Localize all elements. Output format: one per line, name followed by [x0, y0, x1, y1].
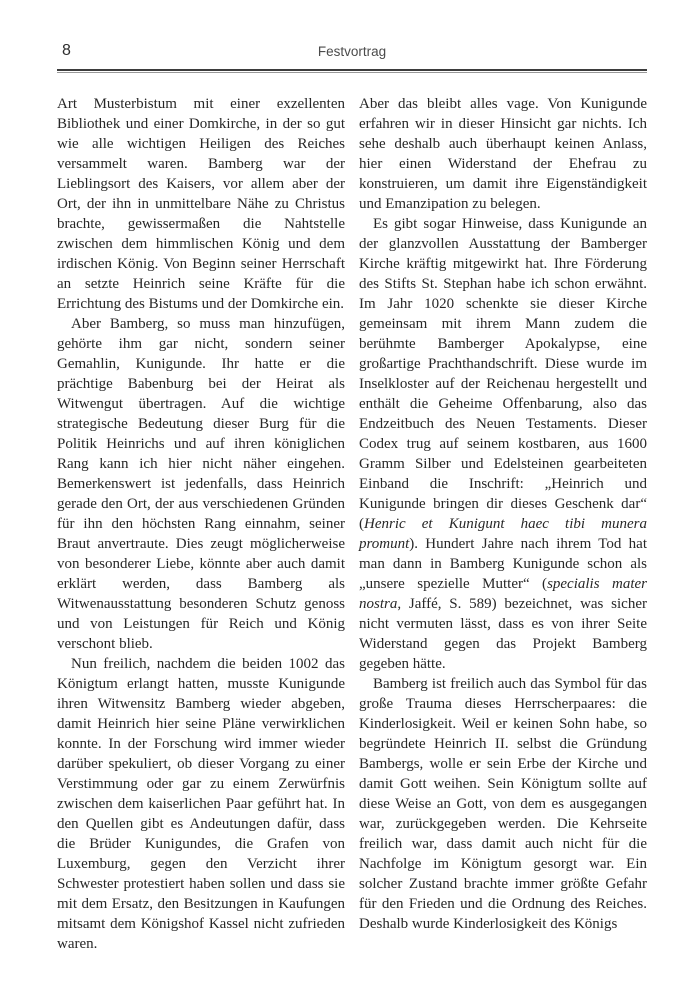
text-segment: Es gibt sogar Hinweise, dass Kunigunde an der glanzvollen Ausstattung der Bamberger Kirche kräftig mitgewirkt hat. Ihre Förderung des Stifts St. Stephan habe ich schon erwähnt. Im Jahr 1020 schenkte sie dieser Kirche gemeinsam mit ihrem Mann zudem die berühmte Bamberger Apokalypse, eine großartige Prachthandschrift. Diese wurde im Inselkloster auf der Reichenau hergestellt und enthält die Geheime Offenbarung, also das Endzeitbuch des Neuen Testaments. Dieser Codex trug auf seinem kostbaren, aus 1600 Gramm Silber und Edelsteinen gearbeiteten Einband die Inschrift: „Heinrich und Kunigunde bringen dir dieses Geschenk dar“ ( [359, 216, 647, 532]
text-segment: Bamberg ist freilich auch das Symbol für das große Trauma dieses Herrscherpaares: die Kinderlosigkeit. Weil er keinen Sohn habe, so begründete Heinrich II. selbst die Gründung Bambergs, wolle er sein Erbe der Kirche und damit Gott weihen. Sein Königtum sollte auf diese Weise an Gott, von dem es ausgegangen war, zurückgegeben werden. Die Kehrseite freilich war, dass damit auch nicht für die Nachfolge im Königtum gesorgt war. Ein solcher Zustand brachte immer größte Gefahr für den Frieden und die Ordnung des Reiches. Deshalb wurde Kinderlosigkeit des Königs [359, 676, 647, 932]
column-left [57, 94, 345, 954]
paragraph [359, 94, 647, 214]
page-content [57, 0, 647, 954]
latin-phrase: specialis mater nostra [359, 576, 647, 612]
text-segment: , Jaffé, S. 589) bezeichnet, was sicher nicht vermuten lässt, dass es von ihrer Seite Widerstand gegen das Projekt Bamberg gegeben hätte. [359, 596, 647, 672]
running-title: Festvortrag [317, 44, 387, 59]
paragraph [57, 654, 345, 954]
text-columns [57, 94, 647, 954]
text-segment: Aber Bamberg, so muss man hinzufügen, gehörte ihm gar nicht, sondern seiner Gemahlin, Kunigunde. Ihr hatte er die prächtige Babenburg bei der Heirat als Witwengut übertragen. Auf die wichtige strategische Bedeutung dieser Burg für die Politik Heinrichs und auf ihren königlichen Rang kann ich hier nicht näher eingehen. Bemerkenswert ist jedenfalls, dass Heinrich gerade den Ort, der aus verschiedenen Gründen für ihn den höchsten Rang einnahm, seiner Braut anvertraute. Dies zeugt möglicherweise von besonderer Liebe, könnte aber auch damit erklärt werden, dass Bamberg als Witwenausstattung besonderen Schutz genoss und von Leistungen für Reich und König verschont blieb. [57, 316, 345, 652]
paragraph [359, 674, 647, 934]
paragraph [57, 314, 345, 654]
header-rule [57, 69, 647, 73]
text-segment: Aber das bleibt alles vage. Von Kunigunde erfahren wir in dieser Hinsicht gar nichts. Ich sehe deshalb auch überhaupt keinen Anlass, hier einen Widerstand der Ehefrau zu konstruieren, um damit ihre Eigenständigkeit und Emanzipation zu belegen. [359, 96, 647, 212]
page-header [57, 41, 647, 60]
text-segment: Art Musterbistum mit einer exzellenten Bibliothek und einer Domkirche, in der so gut wie alle wichtigen Heiligen des Reiches versammelt waren. Bamberg war der Lieblingsort des Kaisers, vor allem aber der Ort, der ihn in unmittelbare Nähe zu Christus brachte, gewissermaßen die Nahtstelle zwischen dem himmlischen König und dem irdischen König. Von Beginn seiner Herrschaft an setzte Heinrich seine Kräfte für die Errichtung des Bistums und der Domkirche ein. [57, 96, 345, 312]
page-number: 8 [62, 42, 71, 59]
text-segment: ). Hundert Jahre nach ihrem Tod hat man dann in Bamberg Kunigunde schon als „unsere spezielle Mutter“ ( [359, 536, 647, 592]
latin-phrase: Henric et Kunigunt haec tibi munera promunt [359, 516, 647, 552]
paragraph [57, 94, 345, 314]
text-segment: Nun freilich, nachdem die beiden 1002 das Königtum erlangt hatten, musste Kunigunde ihren Witwensitz Bamberg wieder abgeben, damit Heinrich hier seine Pläne verwirklichen konnte. In der Forschung wird immer wieder darüber spekuliert, ob dieser Vorgang zu einer Verstimmung oder gar zu einem Zerwürfnis zwischen dem kaiserlichen Paar geführt hat. In den Quellen gibt es Andeutungen dafür, dass die Brüder Kunigundes, die Grafen von Luxemburg, gegen den Verzicht ihrer Schwester protestiert haben sollen und dass sie mit dem Ersatz, den Besitzungen in Kaufungen mitsamt dem Königshof Kassel nicht zufrieden waren. [57, 656, 345, 952]
column-right [359, 94, 647, 954]
paragraph [359, 214, 647, 674]
